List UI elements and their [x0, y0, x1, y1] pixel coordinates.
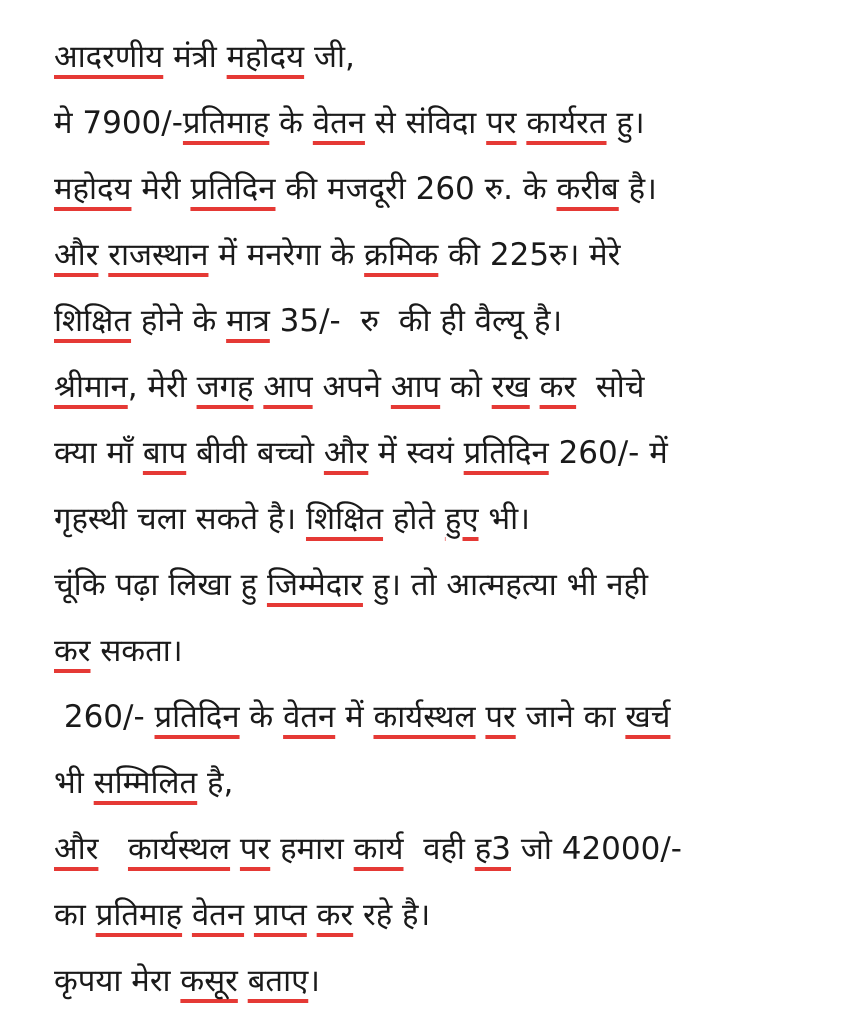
spellcheck-flagged-word[interactable]: प्रतिमाह [95, 897, 183, 933]
text-line [54, 490, 824, 556]
text-run: सकता। [90, 633, 183, 669]
text-line [54, 94, 824, 160]
spellcheck-flagged-word[interactable]: कार्य [353, 831, 404, 867]
spellcheck-flagged-word[interactable]: वेतन [312, 105, 365, 141]
text-run: में मनरेगा के [208, 237, 365, 273]
text-line [54, 424, 824, 490]
text-run: चूंकि पढ़ा लिखा हु [54, 567, 267, 603]
text-run: जाने का [515, 699, 626, 735]
text-line [54, 292, 824, 358]
text-run [476, 699, 486, 735]
text-run: से संविदा [364, 105, 487, 141]
spellcheck-flagged-word[interactable]: कर [54, 633, 91, 669]
text-run: , मेरी [127, 369, 197, 405]
text-run: जी, [304, 39, 355, 75]
text-run: के [239, 699, 284, 735]
text-run [230, 831, 240, 867]
spellcheck-flagged-word[interactable]: आप [390, 369, 441, 405]
letter-body [54, 28, 824, 1018]
text-run: होते [383, 501, 445, 537]
text-run: है। [618, 171, 657, 207]
text-run: वही [403, 831, 475, 867]
text-run: मंत्री [163, 39, 227, 75]
spellcheck-flagged-word[interactable]: वेतन [283, 699, 336, 735]
text-run: सोचे [576, 369, 645, 405]
text-run: हु। तो आत्महत्या भी नही [362, 567, 649, 603]
text-run [307, 897, 317, 933]
text-run [238, 963, 248, 999]
text-line [54, 622, 824, 688]
spellcheck-flagged-word[interactable]: कर [539, 369, 577, 405]
spellcheck-flagged-word[interactable]: प्रतिदिन [154, 699, 240, 735]
spellcheck-flagged-word[interactable]: कसूर [180, 963, 238, 999]
spellcheck-flagged-word[interactable]: कर [316, 897, 354, 933]
spellcheck-flagged-word[interactable]: कार्यस्थल [373, 699, 476, 735]
text-run: भी [54, 765, 94, 801]
text-line [54, 28, 824, 94]
spellcheck-flagged-word[interactable]: पर [239, 831, 271, 867]
spellcheck-flagged-word[interactable]: और [54, 831, 99, 867]
spellcheck-flagged-word[interactable]: हुए [444, 501, 479, 537]
spellcheck-flagged-word[interactable]: शिक्षित [54, 303, 132, 339]
spellcheck-flagged-word[interactable]: महोदय [54, 171, 132, 207]
spellcheck-flagged-word[interactable]: वेतन [191, 897, 245, 933]
text-run: हु। [606, 105, 645, 141]
spellcheck-flagged-word[interactable]: राजस्थान [108, 237, 209, 273]
text-line [54, 160, 824, 226]
text-run: के [269, 105, 313, 141]
text-run: का [54, 897, 96, 933]
spellcheck-flagged-word[interactable]: प्रतिमाह [182, 105, 270, 141]
spellcheck-flagged-word[interactable]: पर [485, 699, 516, 735]
text-run: जो 42000/- [510, 831, 682, 867]
spellcheck-flagged-word[interactable]: और [323, 435, 369, 471]
text-run: है, [197, 765, 234, 801]
text-run [516, 105, 526, 141]
text-run [98, 237, 108, 273]
spellcheck-flagged-word[interactable]: कार्यरत [526, 105, 607, 141]
text-line [54, 226, 824, 292]
text-run [530, 369, 540, 405]
spellcheck-flagged-word[interactable]: और [54, 237, 99, 273]
text-line [54, 952, 824, 1018]
text-run: रहे है। [353, 897, 431, 933]
text-run: क्या माँ [54, 435, 143, 471]
spellcheck-flagged-word[interactable]: ह3 [474, 831, 511, 867]
text-run: की 225रु। मेरे [438, 237, 621, 273]
text-line [54, 688, 824, 754]
text-run: भी। [478, 501, 530, 537]
spellcheck-flagged-word[interactable]: कार्यस्थल [127, 831, 231, 867]
text-run [98, 831, 128, 867]
text-line [54, 358, 824, 424]
spellcheck-flagged-word[interactable]: मात्र [226, 303, 270, 339]
spellcheck-flagged-word[interactable]: प्राप्त [253, 897, 307, 933]
spellcheck-flagged-word[interactable]: आदरणीय [54, 39, 164, 75]
spellcheck-flagged-word[interactable]: पर [486, 105, 517, 141]
text-run: में [335, 699, 374, 735]
spellcheck-flagged-word[interactable]: जिम्मेदार [266, 567, 363, 603]
text-run: में स्वयं [368, 435, 464, 471]
spellcheck-flagged-word[interactable]: श्रीमान [54, 369, 128, 405]
spellcheck-flagged-word[interactable]: सम्मिलित [93, 765, 198, 801]
spellcheck-flagged-word[interactable]: प्रतिदिन [190, 171, 276, 207]
spellcheck-flagged-word[interactable]: बताए [247, 963, 309, 999]
text-run: को [440, 369, 492, 405]
text-run: अपने [312, 369, 391, 405]
text-run [253, 369, 263, 405]
text-run [182, 897, 192, 933]
spellcheck-flagged-word[interactable]: रख [491, 369, 530, 405]
spellcheck-flagged-word[interactable]: महोदय [226, 39, 305, 75]
text-run: मे 7900/- [54, 105, 183, 141]
spellcheck-flagged-word[interactable]: जगह [196, 369, 254, 405]
spellcheck-flagged-word[interactable]: बाप [142, 435, 187, 471]
spellcheck-flagged-word[interactable]: क्रमिक [364, 237, 439, 273]
spellcheck-flagged-word[interactable]: करीब [556, 171, 619, 207]
text-run: 260/- [54, 699, 155, 735]
spellcheck-flagged-word[interactable]: खर्च [625, 699, 671, 735]
text-line [54, 754, 824, 820]
text-run: की मजदूरी 260 रु. के [275, 171, 557, 207]
spellcheck-flagged-word[interactable]: आप [263, 369, 313, 405]
text-run: 260/- में [548, 435, 668, 471]
text-run: 35/- रु की ही वैल्यू है। [269, 303, 563, 339]
text-run [244, 897, 254, 933]
text-run: गृहस्थी चला सकते है। [54, 501, 306, 537]
spellcheck-flagged-word[interactable]: प्रतिदिन [463, 435, 549, 471]
text-line [54, 556, 824, 622]
text-run: । [308, 963, 320, 999]
text-run: मेरी [131, 171, 191, 207]
text-run: होने के [131, 303, 227, 339]
text-line [54, 886, 824, 952]
spellcheck-flagged-word[interactable]: शिक्षित [305, 501, 384, 537]
text-run: बीवी बच्चो [186, 435, 324, 471]
text-run: हमारा [270, 831, 354, 867]
text-run: कृपया मेरा [54, 963, 181, 999]
text-line [54, 820, 824, 886]
